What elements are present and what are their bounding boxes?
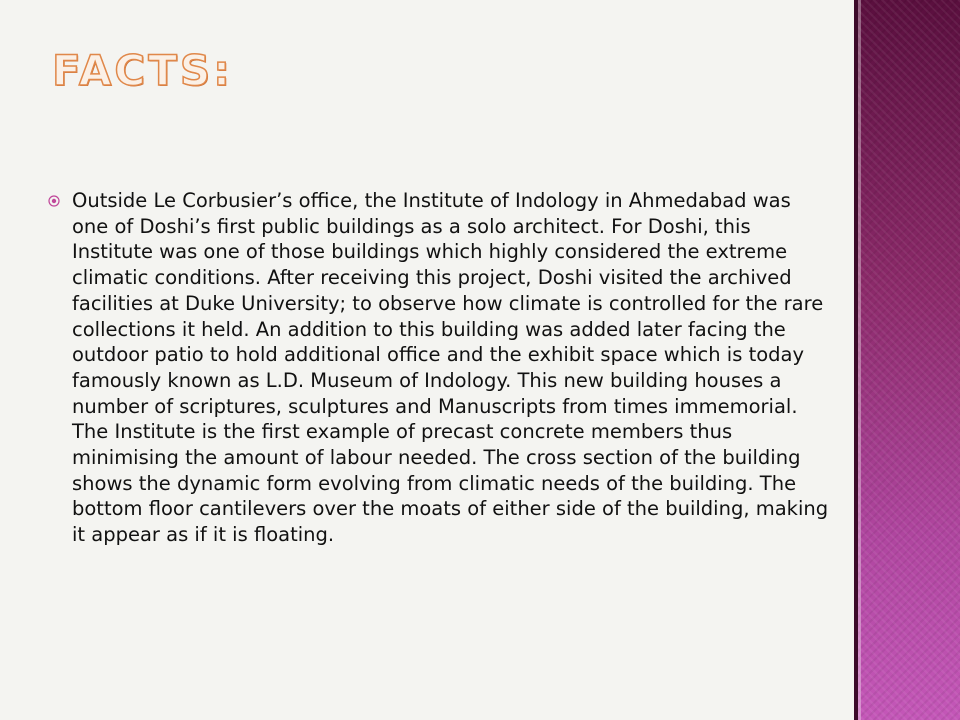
slide-content (48, 188, 838, 548)
slide-title: FACTS: (52, 46, 233, 95)
bullet-text: Outside Le Corbusier’s office, the Institute of Indology in Ahmedabad was one of Doshi’s first public buildings as a solo architect. For Doshi, this Institute was one of those buildings which highly considered the extreme climatic conditions. After receiving this project, Doshi visited the archived facilities at Duke University; to observe how climate is controlled for the rare collections it held. An addition to this building was added later facing the outdoor patio to hold additional office and the exhibit space which is today famously known as L.D. Museum of Indology. This new building houses a number of scriptures, sculptures and Manuscripts from times immemorial. The Institute is the first example of precast concrete members thus minimising the amount of labour needed. The cross section of the building shows the dynamic form evolving from climatic needs of the building. The bottom floor cantilevers over the moats of either side of the building, making it appear as if it is floating. (72, 189, 829, 547)
bullet-item (48, 188, 838, 548)
circled-dot-bullet-icon (48, 195, 60, 207)
decorative-side-band (854, 0, 960, 720)
